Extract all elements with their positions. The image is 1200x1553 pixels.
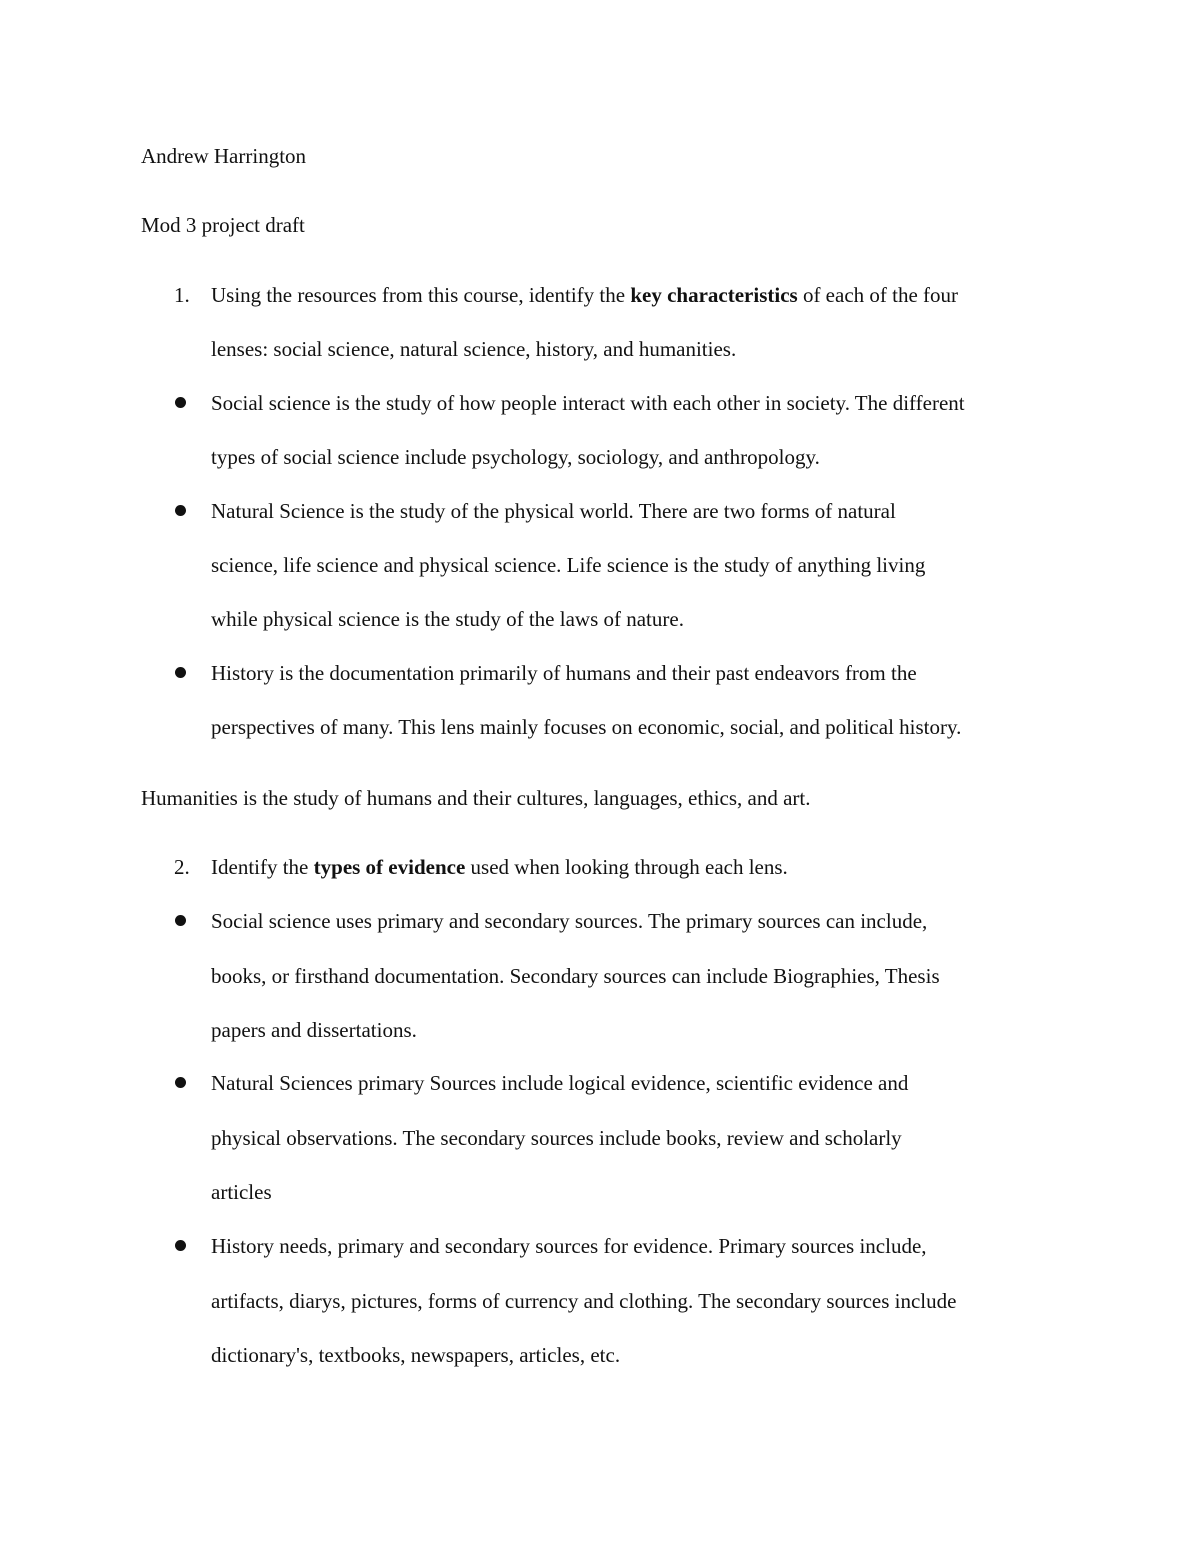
question-2-number: 2.: [174, 855, 190, 879]
question-1-text-pre: Using the resources from this course, identify the: [211, 283, 631, 307]
history-evidence-line-1: History needs, primary and secondary sources for evidence. Primary sources include,: [211, 1234, 927, 1258]
bullet-point: [175, 1077, 186, 1088]
social-science-line-2: types of social science include psychology, sociology, and anthropology.: [211, 445, 820, 469]
history-evidence-line-3: dictionary's, textbooks, newspapers, articles, etc.: [211, 1343, 621, 1367]
natural-science-line-2: science, life science and physical science. Life science is the study of anything living: [211, 553, 926, 577]
natural-science-line-3: while physical science is the study of the laws of nature.: [211, 607, 684, 631]
question-2-text-pre: Identify the: [211, 855, 314, 879]
question-1-bold-term: key characteristics: [630, 283, 798, 307]
question-1-number: 1.: [174, 283, 190, 307]
question-2-text-post: used when looking through each lens.: [465, 855, 788, 879]
question-1-text-post: of each of the four: [797, 283, 959, 307]
document-title: Mod 3 project draft: [141, 213, 305, 237]
natural-science-evidence-line-3: articles: [211, 1180, 272, 1204]
natural-science-line-1: Natural Science is the study of the physical world. There are two forms of natural: [211, 499, 896, 523]
question-2-bold-term: types of evidence: [313, 855, 466, 879]
natural-science-evidence-line-1: Natural Sciences primary Sources include logical evidence, scientific evidence and: [211, 1071, 909, 1095]
social-science-evidence-line-2: books, or firsthand documentation. Secondary sources can include Biographies, Thesis: [211, 964, 940, 988]
bullet-point: [175, 397, 186, 408]
author-name: Andrew Harrington: [141, 144, 307, 168]
history-evidence-line-2: artifacts, diarys, pictures, forms of currency and clothing. The secondary sources include: [211, 1289, 957, 1313]
bullet-point: [175, 915, 186, 926]
question-1-line-1: [211, 282, 958, 308]
question-2-line-1: [211, 854, 788, 880]
bullet-point: [175, 667, 186, 678]
history-line-2: perspectives of many. This lens mainly focuses on economic, social, and political history.: [211, 715, 962, 739]
social-science-evidence-line-1: Social science uses primary and secondary sources. The primary sources can include,: [211, 909, 928, 933]
question-1-line-2: lenses: social science, natural science, history, and humanities.: [211, 337, 737, 361]
bullet-point: [175, 505, 186, 516]
humanities-paragraph: Humanities is the study of humans and their cultures, languages, ethics, and art.: [141, 786, 811, 810]
social-science-line-1: Social science is the study of how people interact with each other in society. The different: [211, 391, 965, 415]
bullet-point: [175, 1240, 186, 1251]
social-science-evidence-line-3: papers and dissertations.: [211, 1018, 417, 1042]
natural-science-evidence-line-2: physical observations. The secondary sources include books, review and scholarly: [211, 1126, 902, 1150]
history-line-1: History is the documentation primarily of humans and their past endeavors from the: [211, 661, 917, 685]
